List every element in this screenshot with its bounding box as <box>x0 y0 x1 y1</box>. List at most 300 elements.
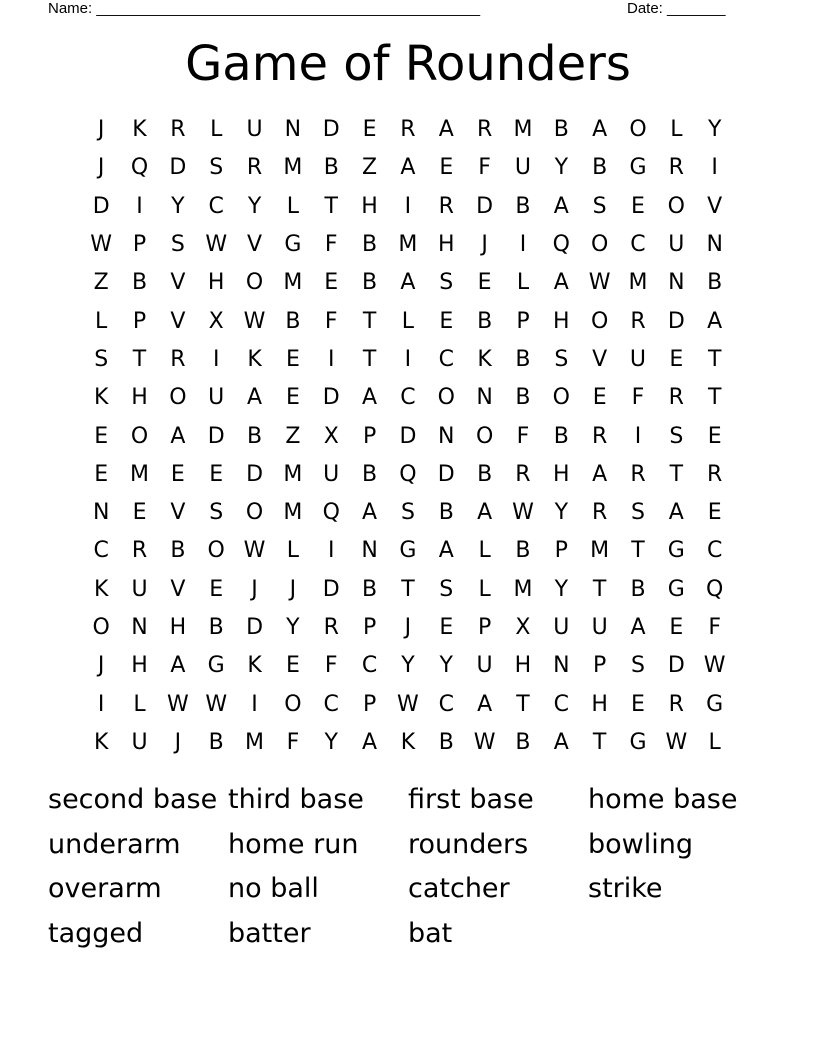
grid-letter: E <box>592 385 607 411</box>
grid-letter: N <box>706 232 723 258</box>
grid-letter: R <box>323 615 339 640</box>
grid-letter: X <box>323 423 339 449</box>
grid-letter: B <box>131 270 148 296</box>
grid-letter: H <box>514 653 532 679</box>
grid-row <box>82 532 734 570</box>
grid-letter: P <box>554 538 568 564</box>
grid-letter: R <box>170 346 186 372</box>
grid-letter: P <box>362 615 377 640</box>
grid-row <box>82 188 734 226</box>
grid-letter: D <box>667 653 685 679</box>
grid-letter: B <box>707 270 723 296</box>
grid-letter: L <box>478 576 491 602</box>
grid-letter: T <box>707 385 722 411</box>
grid-letter: L <box>95 308 108 334</box>
grid-letter: D <box>399 423 417 449</box>
grid-letter: A <box>438 538 454 564</box>
grid-letter: S <box>592 193 607 219</box>
grid-letter: C <box>361 653 378 679</box>
word-list-item: home base <box>588 784 738 815</box>
grid-letter: G <box>399 538 417 564</box>
grid-letter: R <box>668 691 684 717</box>
grid-letter: D <box>476 193 494 219</box>
grid-letter: A <box>247 385 263 411</box>
grid-letter: Q <box>706 576 724 602</box>
grid-row <box>82 341 734 379</box>
grid-letter: Q <box>322 500 340 526</box>
grid-letter: J <box>404 615 412 640</box>
grid-letter: Y <box>439 653 453 679</box>
grid-letter: O <box>629 117 647 143</box>
grid-letter: J <box>174 729 182 755</box>
grid-letter: E <box>285 385 300 411</box>
grid-letter: Z <box>93 270 109 296</box>
grid-letter: E <box>439 155 454 181</box>
grid-letter: S <box>209 155 224 181</box>
grid-letter: M <box>283 500 303 526</box>
grid-row <box>82 302 734 340</box>
grid-letter: J <box>97 117 105 143</box>
grid-letter: W <box>243 538 266 564</box>
grid-letter: I <box>519 232 527 258</box>
grid-letter: J <box>97 653 105 679</box>
word-list-item: rounders <box>408 828 529 860</box>
grid-letter: Y <box>554 576 569 602</box>
grid-letter: I <box>251 691 258 717</box>
grid-letter: R <box>515 461 531 487</box>
grid-letter: A <box>668 500 684 526</box>
grid-row <box>82 724 734 762</box>
grid-letter: O <box>475 423 494 449</box>
grid-letter: S <box>439 270 454 296</box>
grid-letter: O <box>590 232 609 258</box>
grid-letter: T <box>324 193 338 219</box>
grid-letter: E <box>439 615 454 640</box>
grid-letter: Q <box>552 232 570 258</box>
grid-letter: E <box>362 117 377 143</box>
grid-letter: H <box>553 461 570 487</box>
grid-letter: W <box>90 232 113 258</box>
grid-letter: A <box>400 270 416 296</box>
word-list-item: strike <box>588 873 663 905</box>
grid-letter: R <box>630 308 646 334</box>
grid-letter: J <box>289 576 297 602</box>
grid-letter: T <box>362 308 377 334</box>
grid-letter: T <box>516 691 530 717</box>
grid-letter: L <box>401 308 415 334</box>
grid-letter: P <box>362 691 377 717</box>
grid-letter: B <box>515 538 531 564</box>
grid-letter: Y <box>171 193 185 219</box>
grid-letter: M <box>283 155 303 181</box>
grid-letter: T <box>631 538 645 564</box>
grid-letter: A <box>170 653 186 679</box>
grid-letter: B <box>362 232 378 258</box>
word-list-item: tagged <box>48 918 144 950</box>
grid-letter: O <box>92 615 110 640</box>
grid-letter: Y <box>554 500 569 526</box>
grid-letter: S <box>631 500 645 526</box>
grid-letter: B <box>592 155 608 181</box>
grid-row <box>82 149 734 187</box>
grid-letter: B <box>553 117 569 143</box>
grid-letter: B <box>438 729 454 755</box>
grid-letter: F <box>478 155 491 181</box>
grid-letter: C <box>323 691 339 717</box>
grid-letter: B <box>362 576 378 602</box>
grid-letter: F <box>324 308 338 334</box>
grid-letter: U <box>131 576 148 602</box>
grid-letter: P <box>362 423 377 449</box>
grid-letter: I <box>327 346 335 372</box>
grid-letter: B <box>515 385 531 411</box>
grid-letter: B <box>515 729 531 755</box>
word-list-item: second base <box>48 784 218 815</box>
word-list-item: bat <box>408 918 453 950</box>
grid-letter: M <box>628 270 648 296</box>
grid-letter: U <box>131 729 148 755</box>
grid-letter: I <box>634 423 642 449</box>
grid-row <box>82 685 734 723</box>
grid-letter: G <box>667 576 685 602</box>
grid-letter: E <box>669 615 684 640</box>
grid-letter: E <box>132 500 147 526</box>
grid-letter: P <box>593 653 607 679</box>
grid-letter: P <box>477 615 492 640</box>
grid-letter: A <box>477 500 493 526</box>
grid-letter: G <box>207 653 225 679</box>
grid-letter: V <box>170 500 186 526</box>
grid-letter: E <box>170 461 185 487</box>
grid-letter: X <box>515 615 531 640</box>
grid-letter: E <box>94 461 109 487</box>
grid-letter: S <box>209 500 224 526</box>
name-field[interactable]: Name: ______________________________________________ <box>48 0 481 17</box>
grid-letter: M <box>513 117 533 143</box>
word-list-item: home run <box>228 828 359 860</box>
grid-letter: E <box>94 423 109 449</box>
grid-letter: W <box>703 653 726 679</box>
grid-row <box>82 264 734 302</box>
grid-letter: X <box>208 308 224 334</box>
grid-letter: S <box>554 346 569 372</box>
grid-letter: I <box>136 193 143 219</box>
grid-letter: H <box>591 691 608 717</box>
grid-letter: R <box>668 155 684 181</box>
grid-letter: O <box>245 270 264 296</box>
grid-letter: D <box>246 461 264 487</box>
grid-letter: U <box>514 155 531 181</box>
grid-letter: F <box>324 232 338 258</box>
grid-letter: B <box>362 270 378 296</box>
grid-letter: K <box>93 576 109 602</box>
grid-letter: C <box>438 691 454 717</box>
grid-letter: I <box>711 155 718 181</box>
grid-letter: P <box>132 232 147 258</box>
grid-letter: M <box>130 461 149 487</box>
grid-letter: V <box>170 270 186 296</box>
grid-letter: L <box>286 538 300 564</box>
grid-letter: B <box>208 729 224 755</box>
grid-letter: D <box>322 385 340 411</box>
grid-letter: O <box>207 538 225 564</box>
grid-letter: F <box>286 729 300 755</box>
grid-letter: V <box>592 346 608 372</box>
grid-letter: A <box>362 729 378 755</box>
grid-letter: U <box>323 461 340 487</box>
grid-letter: I <box>327 538 335 564</box>
grid-letter: F <box>324 653 338 679</box>
grid-letter: B <box>553 423 569 449</box>
grid-letter: P <box>516 308 530 334</box>
date-field[interactable]: Date: _______ <box>627 0 726 17</box>
grid-letter: O <box>590 308 609 334</box>
grid-letter: D <box>92 193 110 219</box>
grid-letter: L <box>478 538 491 564</box>
grid-letter: L <box>708 729 721 755</box>
grid-letter: I <box>212 346 220 372</box>
grid-letter: H <box>169 615 187 640</box>
word-list-item: first base <box>408 784 534 815</box>
grid-letter: E <box>707 500 722 526</box>
grid-letter: K <box>400 729 416 755</box>
grid-letter: T <box>592 729 607 755</box>
grid-letter: V <box>707 193 723 219</box>
grid-letter: E <box>439 308 454 334</box>
grid-letter: S <box>170 232 185 258</box>
grid-letter: W <box>397 691 419 717</box>
grid-letter: O <box>169 385 187 411</box>
grid-letter: R <box>170 117 186 143</box>
grid-letter: A <box>553 729 569 755</box>
grid-letter: C <box>400 385 416 411</box>
grid-letter: J <box>481 232 488 258</box>
grid-letter: O <box>667 193 685 219</box>
grid-letter: R <box>591 423 608 449</box>
grid-letter: L <box>133 691 146 717</box>
word-list-item: underarm <box>48 828 181 860</box>
grid-letter: T <box>362 346 377 372</box>
grid-letter: R <box>246 155 263 181</box>
grid-letter: P <box>132 308 147 334</box>
grid-letter: O <box>245 500 264 526</box>
grid-letter: H <box>131 385 148 411</box>
grid-letter: M <box>513 576 533 602</box>
grid-letter: E <box>285 346 300 372</box>
grid-letter: I <box>404 346 412 372</box>
grid-letter: Y <box>554 155 569 181</box>
grid-letter: U <box>208 385 225 411</box>
grid-letter: G <box>667 538 685 564</box>
grid-letter: H <box>131 653 148 679</box>
grid-row <box>82 226 734 264</box>
grid-letter: H <box>437 232 455 258</box>
grid-letter: U <box>476 653 493 679</box>
grid-letter: Y <box>324 729 338 755</box>
grid-letter: A <box>477 691 493 717</box>
grid-letter: Y <box>286 615 300 640</box>
grid-letter: N <box>553 653 570 679</box>
grid-letter: B <box>170 538 186 564</box>
grid-letter: A <box>707 308 723 334</box>
grid-letter: C <box>93 538 109 564</box>
grid-letter: E <box>631 193 645 219</box>
grid-letter: I <box>97 691 105 717</box>
grid-letter: D <box>322 117 340 143</box>
grid-letter: G <box>706 691 724 717</box>
grid-letter: A <box>553 193 569 219</box>
grid-letter: N <box>284 117 302 143</box>
grid-letter: Y <box>401 653 415 679</box>
grid-letter: O <box>437 385 455 411</box>
grid-letter: S <box>94 346 109 372</box>
grid-row <box>82 647 734 685</box>
grid-letter: K <box>247 346 262 372</box>
grid-letter: B <box>208 615 224 640</box>
grid-letter: L <box>516 270 530 296</box>
grid-letter: C <box>706 538 723 564</box>
grid-letter: K <box>93 729 109 755</box>
word-list-item: batter <box>228 918 311 950</box>
grid-letter: C <box>553 691 569 717</box>
grid-letter: S <box>439 576 454 602</box>
grid-letter: Z <box>285 423 301 449</box>
grid-letter: N <box>92 500 110 526</box>
word-list-item: no ball <box>228 873 319 905</box>
grid-letter: E <box>477 270 492 296</box>
word-list-item: bowling <box>588 828 693 860</box>
grid-letter: J <box>251 576 258 602</box>
grid-letter: G <box>284 232 302 258</box>
word-list-item: catcher <box>408 873 510 905</box>
grid-letter: E <box>669 346 684 372</box>
grid-letter: Y <box>247 193 262 219</box>
grid-letter: B <box>362 461 378 487</box>
grid-letter: H <box>207 270 225 296</box>
grid-letter: U <box>591 615 608 640</box>
grid-letter: T <box>401 576 415 602</box>
grid-letter: A <box>592 117 608 143</box>
grid-letter: R <box>707 461 723 487</box>
grid-letter: K <box>93 385 109 411</box>
word-list-item: overarm <box>48 873 162 905</box>
grid-letter: F <box>708 615 721 640</box>
grid-letter: D <box>437 461 455 487</box>
grid-letter: B <box>515 193 531 219</box>
grid-letter: R <box>476 117 493 143</box>
word-list <box>48 778 768 957</box>
grid-letter: Q <box>130 155 149 181</box>
grid-letter: G <box>629 155 647 181</box>
word-list-item: third base <box>228 784 364 815</box>
grid-letter: F <box>631 385 645 411</box>
grid-letter: R <box>438 193 454 219</box>
letter-grid <box>82 111 734 762</box>
grid-letter: L <box>286 193 300 219</box>
grid-row <box>82 494 734 532</box>
grid-row <box>82 379 734 417</box>
grid-letter: E <box>209 576 224 602</box>
grid-letter: E <box>209 461 224 487</box>
grid-letter: I <box>404 193 412 219</box>
grid-letter: R <box>400 117 416 143</box>
grid-letter: N <box>361 538 378 564</box>
grid-letter: K <box>477 346 492 372</box>
grid-letter: D <box>169 155 187 181</box>
grid-letter: W <box>665 729 688 755</box>
grid-letter: T <box>669 461 684 487</box>
grid-row <box>82 456 734 494</box>
grid-letter: A <box>362 500 378 526</box>
grid-letter: W <box>588 270 611 296</box>
grid-letter: N <box>131 615 148 640</box>
grid-letter: W <box>473 729 496 755</box>
grid-letter: Z <box>362 155 378 181</box>
grid-letter: G <box>629 729 647 755</box>
grid-letter: E <box>707 423 722 449</box>
grid-letter: U <box>553 615 570 640</box>
grid-letter: T <box>132 346 147 372</box>
grid-letter: D <box>246 615 264 640</box>
grid-letter: R <box>131 538 148 564</box>
grid-letter: A <box>400 155 416 181</box>
grid-letter: E <box>631 691 645 717</box>
header-line <box>0 0 816 20</box>
grid-letter: O <box>284 691 302 717</box>
grid-letter: W <box>512 500 534 526</box>
grid-letter: M <box>590 538 610 564</box>
grid-letter: B <box>630 576 646 602</box>
grid-letter: N <box>438 423 455 449</box>
grid-row <box>82 609 734 647</box>
grid-letter: J <box>97 155 105 181</box>
grid-letter: S <box>400 500 415 526</box>
grid-letter: L <box>210 117 223 143</box>
grid-letter: A <box>553 270 569 296</box>
grid-letter: R <box>630 461 646 487</box>
grid-letter: K <box>247 653 262 679</box>
grid-letter: W <box>205 232 228 258</box>
grid-letter: B <box>438 500 454 526</box>
grid-letter: A <box>362 385 378 411</box>
grid-letter: R <box>668 385 684 411</box>
grid-letter: H <box>553 308 570 334</box>
grid-letter: O <box>552 385 570 411</box>
grid-letter: W <box>166 691 189 717</box>
grid-letter: M <box>283 270 303 296</box>
grid-letter: C <box>630 232 646 258</box>
grid-row <box>82 111 734 149</box>
grid-letter: W <box>205 691 228 717</box>
grid-letter: L <box>670 117 683 143</box>
grid-letter: O <box>130 423 149 449</box>
grid-letter: M <box>283 461 303 487</box>
grid-letter: A <box>592 461 608 487</box>
grid-letter: A <box>170 423 186 449</box>
grid-letter: D <box>322 576 340 602</box>
grid-letter: V <box>170 576 186 602</box>
grid-letter: F <box>516 423 530 449</box>
grid-letter: V <box>170 308 186 334</box>
grid-letter: K <box>132 117 147 143</box>
grid-letter: A <box>630 615 646 640</box>
grid-letter: E <box>324 270 339 296</box>
grid-letter: S <box>631 653 645 679</box>
grid-letter: H <box>361 193 378 219</box>
grid-letter: B <box>285 308 301 334</box>
grid-letter: C <box>208 193 224 219</box>
grid-letter: M <box>245 729 265 755</box>
